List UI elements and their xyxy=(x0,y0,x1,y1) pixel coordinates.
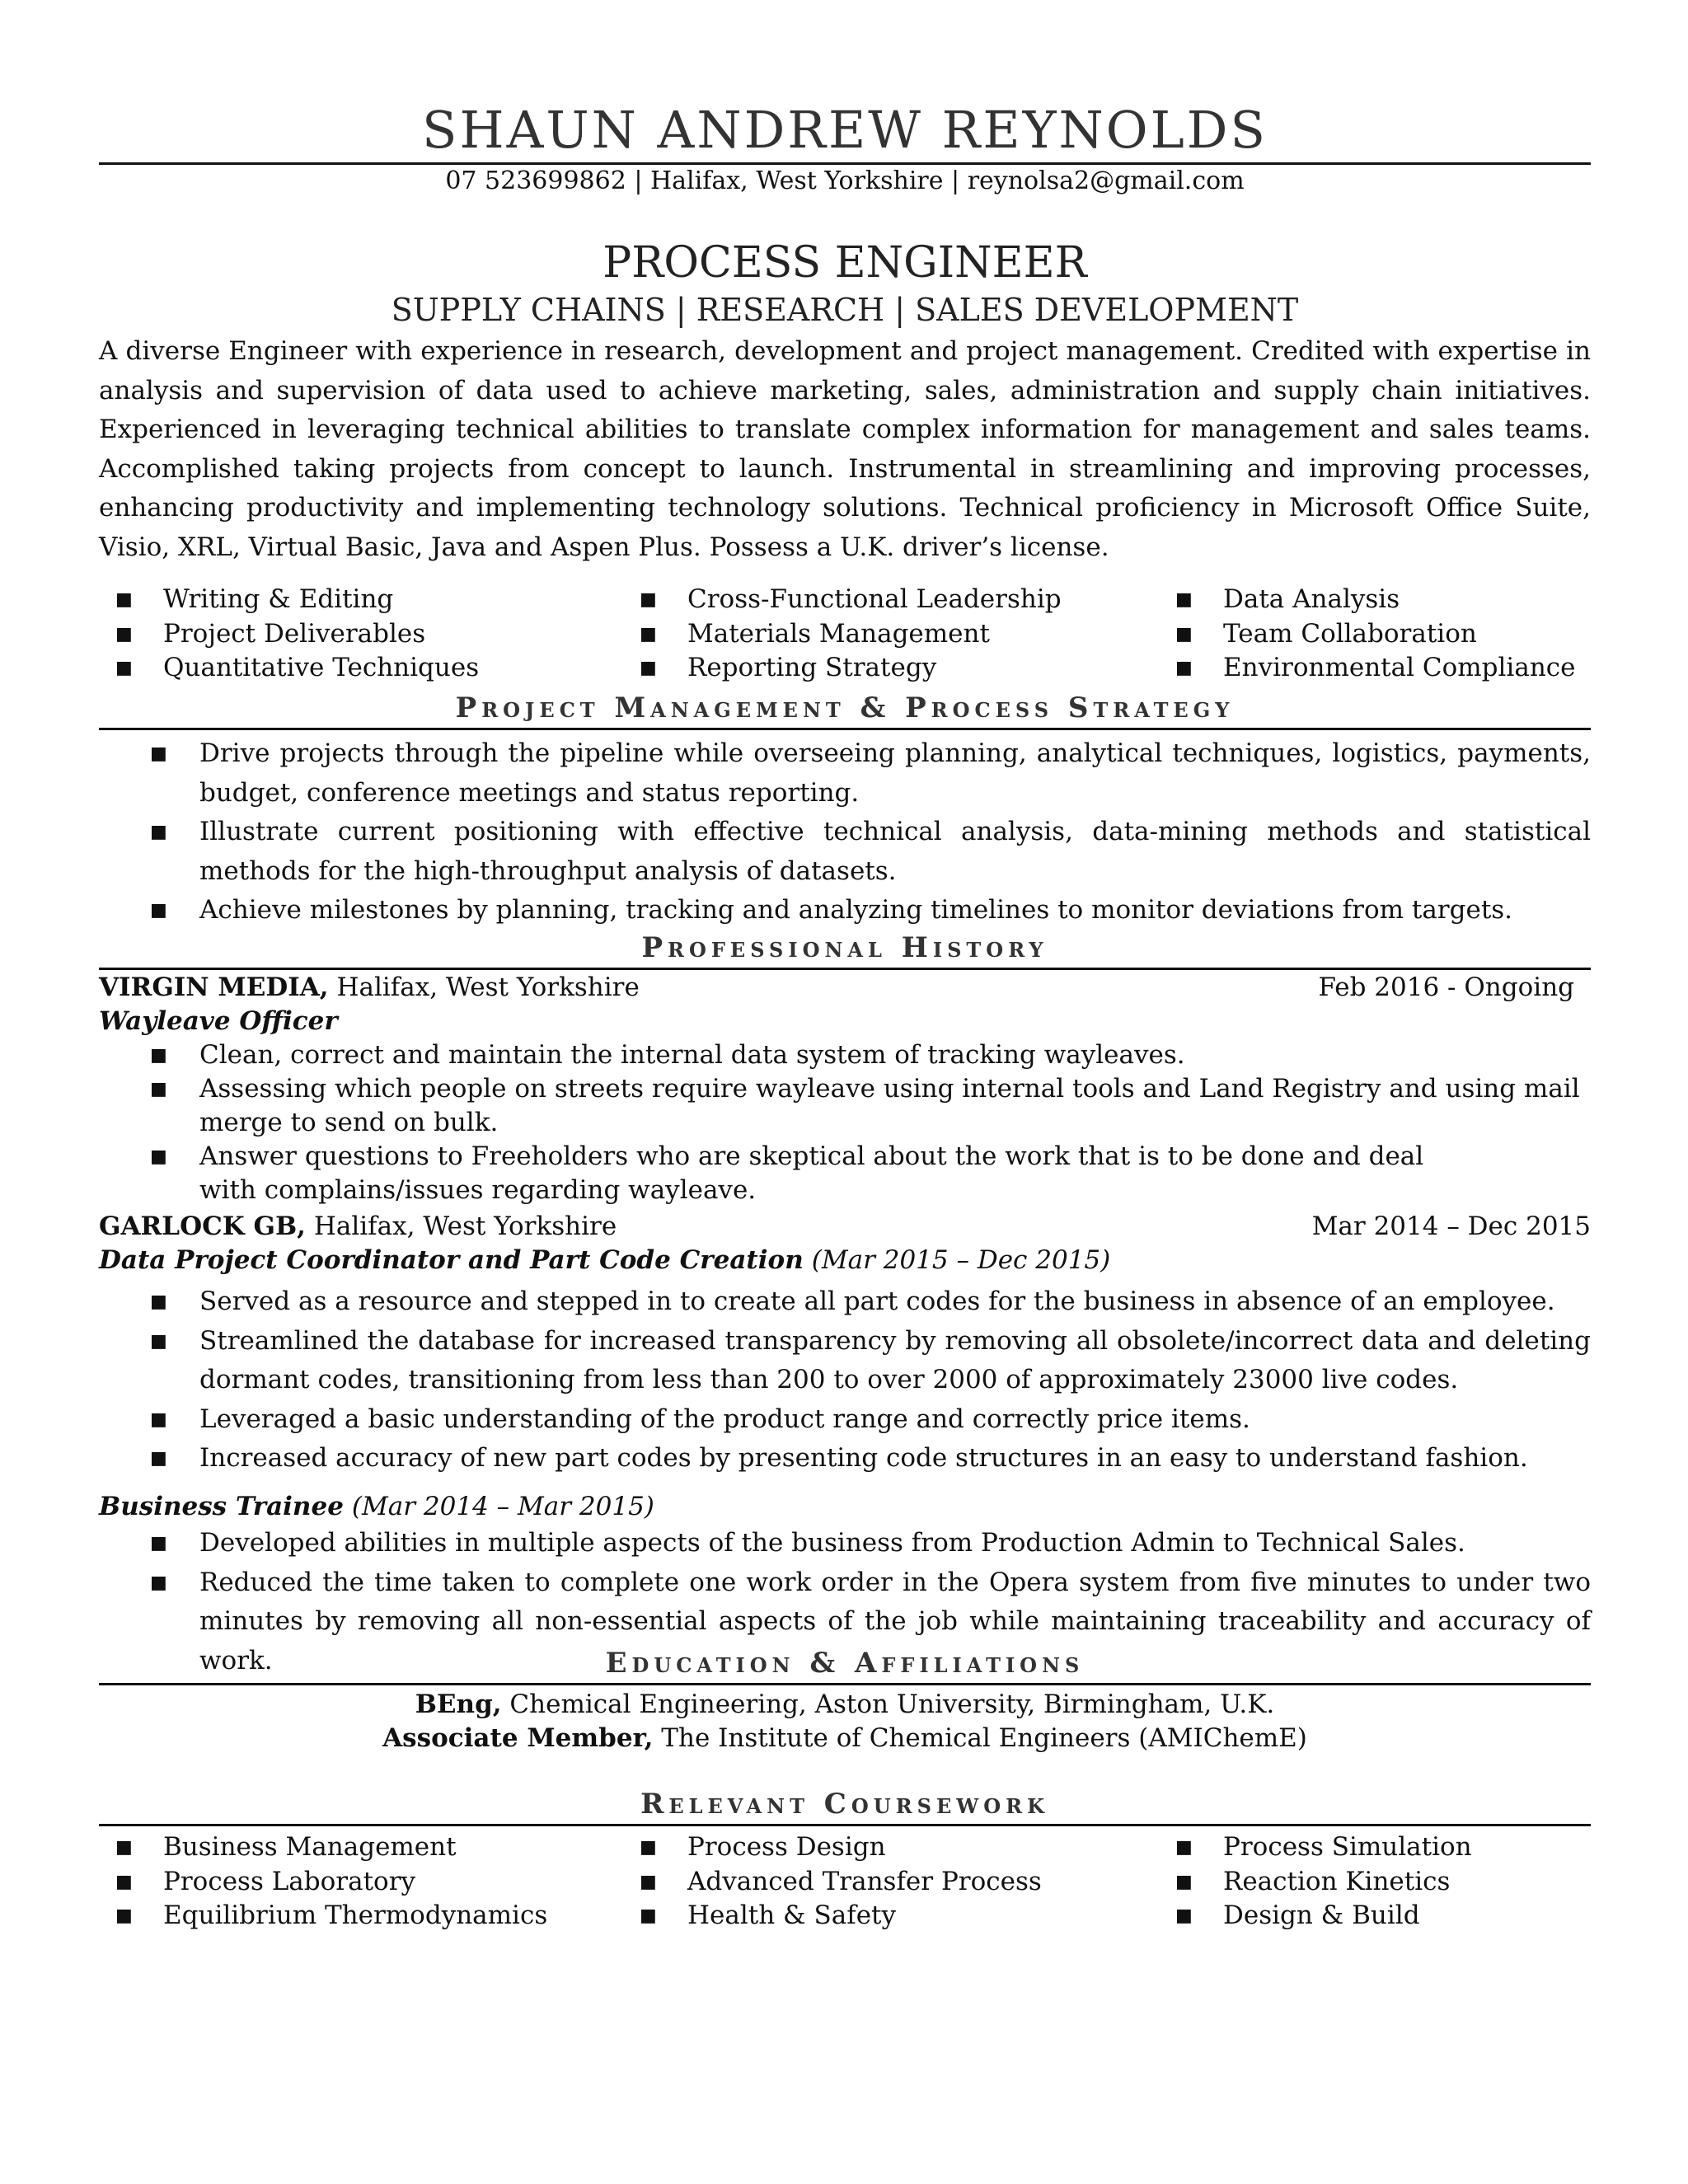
job-header-virgin-media xyxy=(99,971,1591,1005)
square-bullet-icon: ■ xyxy=(150,1079,167,1099)
square-bullet-icon: ■ xyxy=(1175,1837,1193,1858)
job-role-title: Data Project Coordinator and Part Code Creation (Mar 2015 – Dec 2015) xyxy=(99,1245,1111,1275)
course-item: ■ Equilibrium Thermodynamics xyxy=(99,1899,623,1933)
degree-label: BEng, xyxy=(415,1690,502,1719)
square-bullet-icon: ■ xyxy=(150,1045,167,1066)
company-name: GARLOCK GB, xyxy=(99,1212,306,1241)
skill-item: ■ Project Deliverables xyxy=(99,617,623,652)
list-item: ■ Clean, correct and maintain the internal data system of tracking wayleaves. xyxy=(99,1038,1591,1072)
skill-item: ■ Environmental Compliance xyxy=(1159,651,1591,686)
square-bullet-icon: ■ xyxy=(1175,1871,1193,1892)
garlock-coordinator-duties-list xyxy=(99,1282,1591,1479)
square-bullet-icon: ■ xyxy=(115,623,133,644)
course-item: ■ Business Management xyxy=(99,1830,623,1865)
skill-item: ■ Writing & Editing xyxy=(99,583,623,617)
company-location: Halifax, West Yorkshire xyxy=(328,972,640,1002)
list-item: ■ Drive projects through the pipeline while overseeing planning, analytical techniques, logistics, payments, budget, conference meetings and status reporting. xyxy=(99,734,1591,813)
square-bullet-icon: ■ xyxy=(150,900,167,921)
education-degree-line: BEng, Chemical Engineering, Aston University, Birmingham, U.K. xyxy=(415,1690,1275,1719)
skill-item: ■ Quantitative Techniques xyxy=(99,651,623,686)
square-bullet-icon: ■ xyxy=(150,1572,167,1593)
course-item: ■ Health & Safety xyxy=(623,1899,1159,1933)
course-item: ■ Design & Build xyxy=(1159,1899,1591,1933)
section-title-education: Education & Affiliations xyxy=(605,1647,1085,1680)
list-item: ■ Leveraged a basic understanding of the product range and correctly price items. xyxy=(99,1400,1591,1440)
role-period: (Mar 2015 – Dec 2015) xyxy=(811,1245,1111,1275)
course-item: ■ Process Design xyxy=(623,1830,1159,1865)
square-bullet-icon: ■ xyxy=(150,1291,167,1312)
section-title-professional-history: Professional History xyxy=(641,931,1048,964)
section-divider xyxy=(99,1824,1591,1826)
coursework-grid xyxy=(99,1830,1591,1933)
course-item: ■ Process Simulation xyxy=(1159,1830,1591,1865)
square-bullet-icon: ■ xyxy=(640,1905,657,1926)
skill-item: ■ Data Analysis xyxy=(1159,583,1591,617)
job-dates: Feb 2016 - Ongoing xyxy=(1318,972,1574,1002)
course-item: ■ Process Laboratory xyxy=(99,1865,623,1900)
square-bullet-icon: ■ xyxy=(1175,658,1193,678)
square-bullet-icon: ■ xyxy=(150,1533,167,1554)
square-bullet-icon: ■ xyxy=(640,1837,657,1858)
course-item: ■ Reaction Kinetics xyxy=(1159,1865,1591,1900)
candidate-name: SHAUN ANDREW REYNOLDS xyxy=(422,100,1268,160)
square-bullet-icon: ■ xyxy=(150,1330,167,1352)
square-bullet-icon: ■ xyxy=(640,589,657,610)
section-title-coursework: Relevant Coursework xyxy=(640,1788,1049,1821)
square-bullet-icon: ■ xyxy=(115,589,133,610)
skill-item: ■ Materials Management xyxy=(623,617,1159,652)
company-location: Halifax, West Yorkshire xyxy=(305,1212,617,1241)
square-bullet-icon: ■ xyxy=(115,1837,133,1858)
list-item: ■ Served as a resource and stepped in to create all part codes for the business in absence of an employee. xyxy=(99,1282,1591,1322)
specialties-line: SUPPLY CHAINS | RESEARCH | SALES DEVELOPMENT xyxy=(391,292,1299,328)
list-item: ■ Reduced the time taken to complete one work order in the Opera system from five minutes to under two minutes by removing all non-essential aspects of the job while maintaining traceability and accuracy of work. xyxy=(99,1563,1591,1681)
square-bullet-icon: ■ xyxy=(1175,1905,1193,1926)
section-divider xyxy=(99,968,1591,970)
square-bullet-icon: ■ xyxy=(115,1871,133,1892)
square-bullet-icon: ■ xyxy=(150,1408,167,1430)
list-item: ■ Illustrate current positioning with effective technical analysis, data-mining methods and statistical methods for the high-throughput analysis of datasets. xyxy=(99,813,1591,891)
skill-item: ■ Team Collaboration xyxy=(1159,617,1591,652)
list-item: ■ Assessing which people on streets require wayleave using internal tools and Land Registry and using mail merge to send on bulk. xyxy=(150,1074,1580,1137)
square-bullet-icon: ■ xyxy=(150,743,167,764)
company-name: VIRGIN MEDIA, xyxy=(99,972,329,1002)
contact-line: 07 523699862 | Halifax, West Yorkshire | reynolsa2@gmail.com xyxy=(445,166,1245,195)
section-divider xyxy=(99,1683,1591,1685)
job-header-garlock-gb xyxy=(99,1210,1591,1244)
summary-paragraph: A diverse Engineer with experience in research, development and project management. Credited with expertise in analysis and supervision of data used to achieve marketing, sales, administration and supply chain initiatives. Experienced in leveraging technical abilities to translate complex information for management and sales teams. Accomplished taking projects from concept to launch. Instrumental in streamlining and improving processes, enhancing productivity and implementing technology solutions. Technical proficiency in Microsoft Office Suite, Visio, XRL, Virtual Basic, Java and Aspen Plus. Possess a U.K. driver’s license. xyxy=(99,336,1591,562)
square-bullet-icon: ■ xyxy=(115,658,133,678)
skills-grid xyxy=(99,583,1591,686)
square-bullet-icon: ■ xyxy=(150,822,167,842)
square-bullet-icon: ■ xyxy=(640,658,657,678)
skill-item: ■ Reporting Strategy xyxy=(623,651,1159,686)
role-title: PROCESS ENGINEER xyxy=(603,238,1087,288)
square-bullet-icon: ■ xyxy=(1175,623,1193,644)
affiliation-line: Associate Member, The Institute of Chemical Engineers (AMIChemE) xyxy=(382,1723,1307,1753)
job-role-title: Wayleave Officer xyxy=(99,1006,338,1036)
role-period: (Mar 2014 – Mar 2015) xyxy=(351,1492,654,1521)
list-item: ■ Streamlined the database for increased transparency by removing all obsolete/incorrect data and deleting dormant codes, transitioning from less than 200 to over 2000 of approximately 23000 live codes. xyxy=(99,1322,1591,1400)
list-item: ■ Achieve milestones by planning, tracking and analyzing timelines to monitor deviations from targets. xyxy=(99,891,1591,930)
square-bullet-icon: ■ xyxy=(1175,589,1193,610)
list-item: ■ Answer questions to Freeholders who are skeptical about the work that is to be done and deal with complains/issues regarding wayleave. xyxy=(150,1141,1424,1205)
skill-item: ■ Cross-Functional Leadership xyxy=(623,583,1159,617)
square-bullet-icon: ■ xyxy=(150,1146,167,1167)
section-title-project-management: Project Management & Process Strategy xyxy=(455,691,1235,724)
square-bullet-icon: ■ xyxy=(150,1448,167,1469)
job-dates: Mar 2014 – Dec 2015 xyxy=(1311,1212,1591,1241)
virgin-media-duties-list xyxy=(99,1038,1591,1207)
list-item: ■ Developed abilities in multiple aspects of the business from Production Admin to Technical Sales. xyxy=(99,1524,1591,1563)
project-management-list xyxy=(99,734,1591,930)
square-bullet-icon: ■ xyxy=(115,1905,133,1926)
square-bullet-icon: ■ xyxy=(640,1871,657,1892)
affiliation-label: Associate Member, xyxy=(382,1723,654,1753)
course-item: ■ Advanced Transfer Process xyxy=(623,1865,1159,1900)
square-bullet-icon: ■ xyxy=(640,623,657,644)
job-role-title: Business Trainee (Mar 2014 – Mar 2015) xyxy=(99,1492,654,1521)
section-divider xyxy=(99,728,1591,730)
list-item: ■ Increased accuracy of new part codes by presenting code structures in an easy to understand fashion. xyxy=(99,1439,1591,1479)
